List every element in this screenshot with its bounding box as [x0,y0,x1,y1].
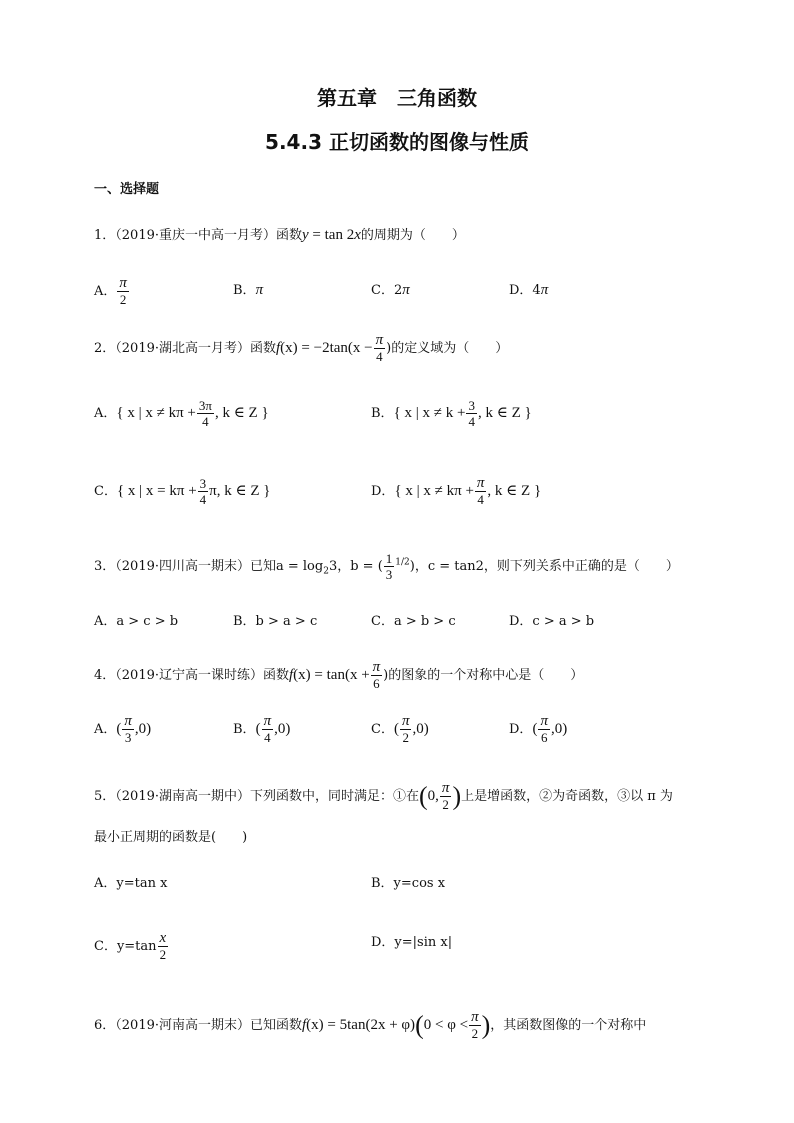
q2-optD-r: , k ∈ Z } [487,483,542,499]
q4-optC-label: C． [371,722,394,737]
q3-option-a: A．a > c > b [94,614,179,629]
q1-option-b [233,280,263,301]
q4-optB-den: 4 [264,730,271,745]
q2-optD-den: 4 [477,492,484,507]
q2-optC-r: π, k ∈ Z } [209,483,271,499]
q4-option-a: A．( $\frac{\pi}{3}$ ,0) [94,713,152,745]
q1-optA-den: 2 [119,292,127,307]
q2-suffix: )的定义域为（ ） [386,341,509,356]
q2-option-a [94,398,269,429]
q2-optB-den: 4 [468,414,475,429]
q4-optA-frac [122,714,134,745]
section-title: 5.4.3 正切函数的图像与性质 [265,130,529,154]
q4-optD-tail: ,0) [550,721,568,737]
q6-mid: (x) = 5tan(2x + φ) [306,1017,416,1033]
question-4 [94,660,583,691]
q5-prefix: 5．（2019·湖南高一期中）下列函数中，同时满足：①在 [94,789,419,804]
q4-optD-frac [538,714,550,745]
q4-optB-tail: ,0) [274,721,291,737]
q2-option-b [371,398,532,429]
q3-num: 1 [385,551,393,566]
q2-optD-label: D． [371,484,395,499]
q5-suffix: 上是增函数，②为奇函数，③以 π 为 [461,789,673,804]
q6-frac [469,1010,481,1041]
q2-optB-label: B． [371,406,394,421]
q3-frac [384,551,395,582]
q1-optD-label: D．4 [509,283,541,298]
question-6: 6．（2019·河南高一期末）已知函数f(x) = 5tan(2x + φ)(0 < φ < $\frac{\pi}{2}$ )，其函数图像的一个对称中 [94,1009,647,1041]
q2-optA-den: 4 [202,414,209,429]
q2-f: f [276,340,281,356]
q2-optB-num: 3 [468,398,475,413]
q5-optC-num: x [159,930,167,946]
q1-y: y [302,227,309,243]
chapter-title: 第五章 三角函数 [317,86,477,110]
q6-prefix: 6．（2019·河南高一期末）已知函数 [94,1018,302,1033]
q6-suffix: ，其函数图像的一个对称中 [490,1018,647,1033]
q4-optB-num: π [263,713,272,729]
q6-num: π [471,1009,479,1025]
q3-option-c: C．a > b > c [371,614,456,629]
q2-optA-label: A． [94,406,117,421]
q1-optA-label: A． [94,284,117,299]
q2-optA-frac [197,398,214,429]
q4-optA-den: 3 [124,730,132,745]
q4-optB-frac [262,714,274,745]
q2-optC-label: C． [94,484,117,499]
q2-optC-den: 4 [199,492,207,507]
q1-prefix: 1．（2019·重庆一中高一月考）函数 [94,228,302,243]
q4-f: f [289,667,294,683]
q4-optC-tail: ,0) [412,721,429,737]
q3-mid: )，c = tan2，则下列关系中正确的是（ ） [409,559,679,574]
q2-mid: (x) = −2tan(x − [280,340,373,356]
q2-optB-r: , k ∈ Z } [477,405,532,421]
q1-optB-label: B． [233,283,256,298]
q2-optD-num: π [476,475,485,491]
q1-suffix: 的周期为（ ） [360,228,465,243]
question-3 [94,551,679,582]
q3-den: 3 [385,567,393,582]
q4-optB-label: B． [233,722,256,737]
q4-frac [371,660,383,691]
q1-option-a [94,276,130,307]
q1-optD-val: π [540,282,549,298]
q3-exp: 1/2 [395,557,410,568]
q5-optC-label: C．y=tan [94,939,157,954]
q2-optB-frac [466,398,477,429]
q5-option-a: A．y=tan x [94,876,168,891]
q3-sub: 2 [323,566,329,577]
q5-interval-l: 0, [427,788,439,804]
question-1 [94,225,465,246]
q3-option-d: D．c > a > b [509,614,595,629]
q2-frac [374,333,386,364]
q1-x: x [354,227,361,243]
q1-optA-num: π [119,275,127,291]
q2-optC-num: 3 [199,476,207,491]
q1-eq: = tan 2 [308,227,355,243]
question-5-line2: 最小正周期的函数是( ) [94,830,248,845]
q4-option-c: C．( $\frac{\pi}{2}$ ,0) [371,713,429,745]
q2-optA-l: { x | x ≠ kπ + [116,405,196,421]
q3-a-end: 3，b = ( [328,559,383,574]
q4-mid: (x) = tan(x + [293,667,370,683]
q2-optD-frac [475,476,487,507]
q2-optA-r: , k ∈ Z } [214,405,269,421]
q4-option-d: D．( $\frac{\pi}{6}$ ,0) [509,713,568,745]
q4-optA-label: A． [94,722,117,737]
q5-option-b: B．y=cos x [371,876,446,891]
q2-optB-l: { x | x ≠ k + [393,405,466,421]
q4-num: π [372,659,381,675]
q2-optC-l: { x | x = kπ + [116,483,197,499]
q2-option-c [94,476,270,507]
q3-prefix: 3．（2019·四川高一期末）已知a = log [94,559,324,574]
q2-prefix: 2．（2019·湖北高一月考）函数 [94,341,276,356]
q2-option-d [371,476,541,507]
q2-optA-num: 3π [198,398,212,413]
q4-optD-den: 6 [540,730,548,745]
q1-optA-frac [117,276,129,307]
q5-optC-den: 2 [159,947,167,962]
question-5: 5．（2019·湖南高一期中）下列函数中，同时满足：①在(0, $\frac{\pi}{2}$ )上是增函数，②为奇函数，③以 π 为 [94,780,673,812]
q4-optC-den: 2 [402,730,409,745]
q1-optB-val: π [255,282,264,298]
q4-optD-num: π [540,713,548,729]
q5-num: π [441,780,450,796]
q3-option-b: B．b > a > c [233,614,318,629]
q5-option-d: D．y=|sin x| [371,935,453,950]
q2-num: π [375,332,384,348]
q5-frac [440,781,452,812]
q5-den: 2 [442,797,449,812]
q4-suffix: )的图象的一个对称中心是（ ） [383,668,584,683]
section-heading: 一、选择题 [94,182,160,197]
q4-den: 6 [373,676,380,691]
q5-optC-frac [158,931,169,962]
q4-prefix: 4．（2019·辽宁高一课时练）函数 [94,668,289,683]
question-2 [94,333,508,364]
q1-option-d [509,280,548,301]
q1-optC-val: π [402,282,410,298]
q4-option-b: B．( $\frac{\pi}{4}$ ,0) [233,713,291,745]
q4-optA-tail: ,0) [134,721,152,737]
q4-optD-label: D． [509,722,533,737]
q2-optC-frac [198,476,209,507]
q2-optD-l: { x | x ≠ kπ + [394,483,474,499]
q4-optC-num: π [401,713,410,729]
q2-den: 4 [376,349,383,364]
q1-option-c [371,280,410,301]
q5-option-c [94,931,169,962]
q6-den: 2 [471,1026,479,1041]
q4-optA-num: π [124,713,132,729]
q4-optC-frac [400,714,412,745]
q1-optC-label: C．2 [371,283,403,298]
q6-cond: 0 < φ < [423,1017,469,1033]
q6-f: f [302,1017,307,1033]
